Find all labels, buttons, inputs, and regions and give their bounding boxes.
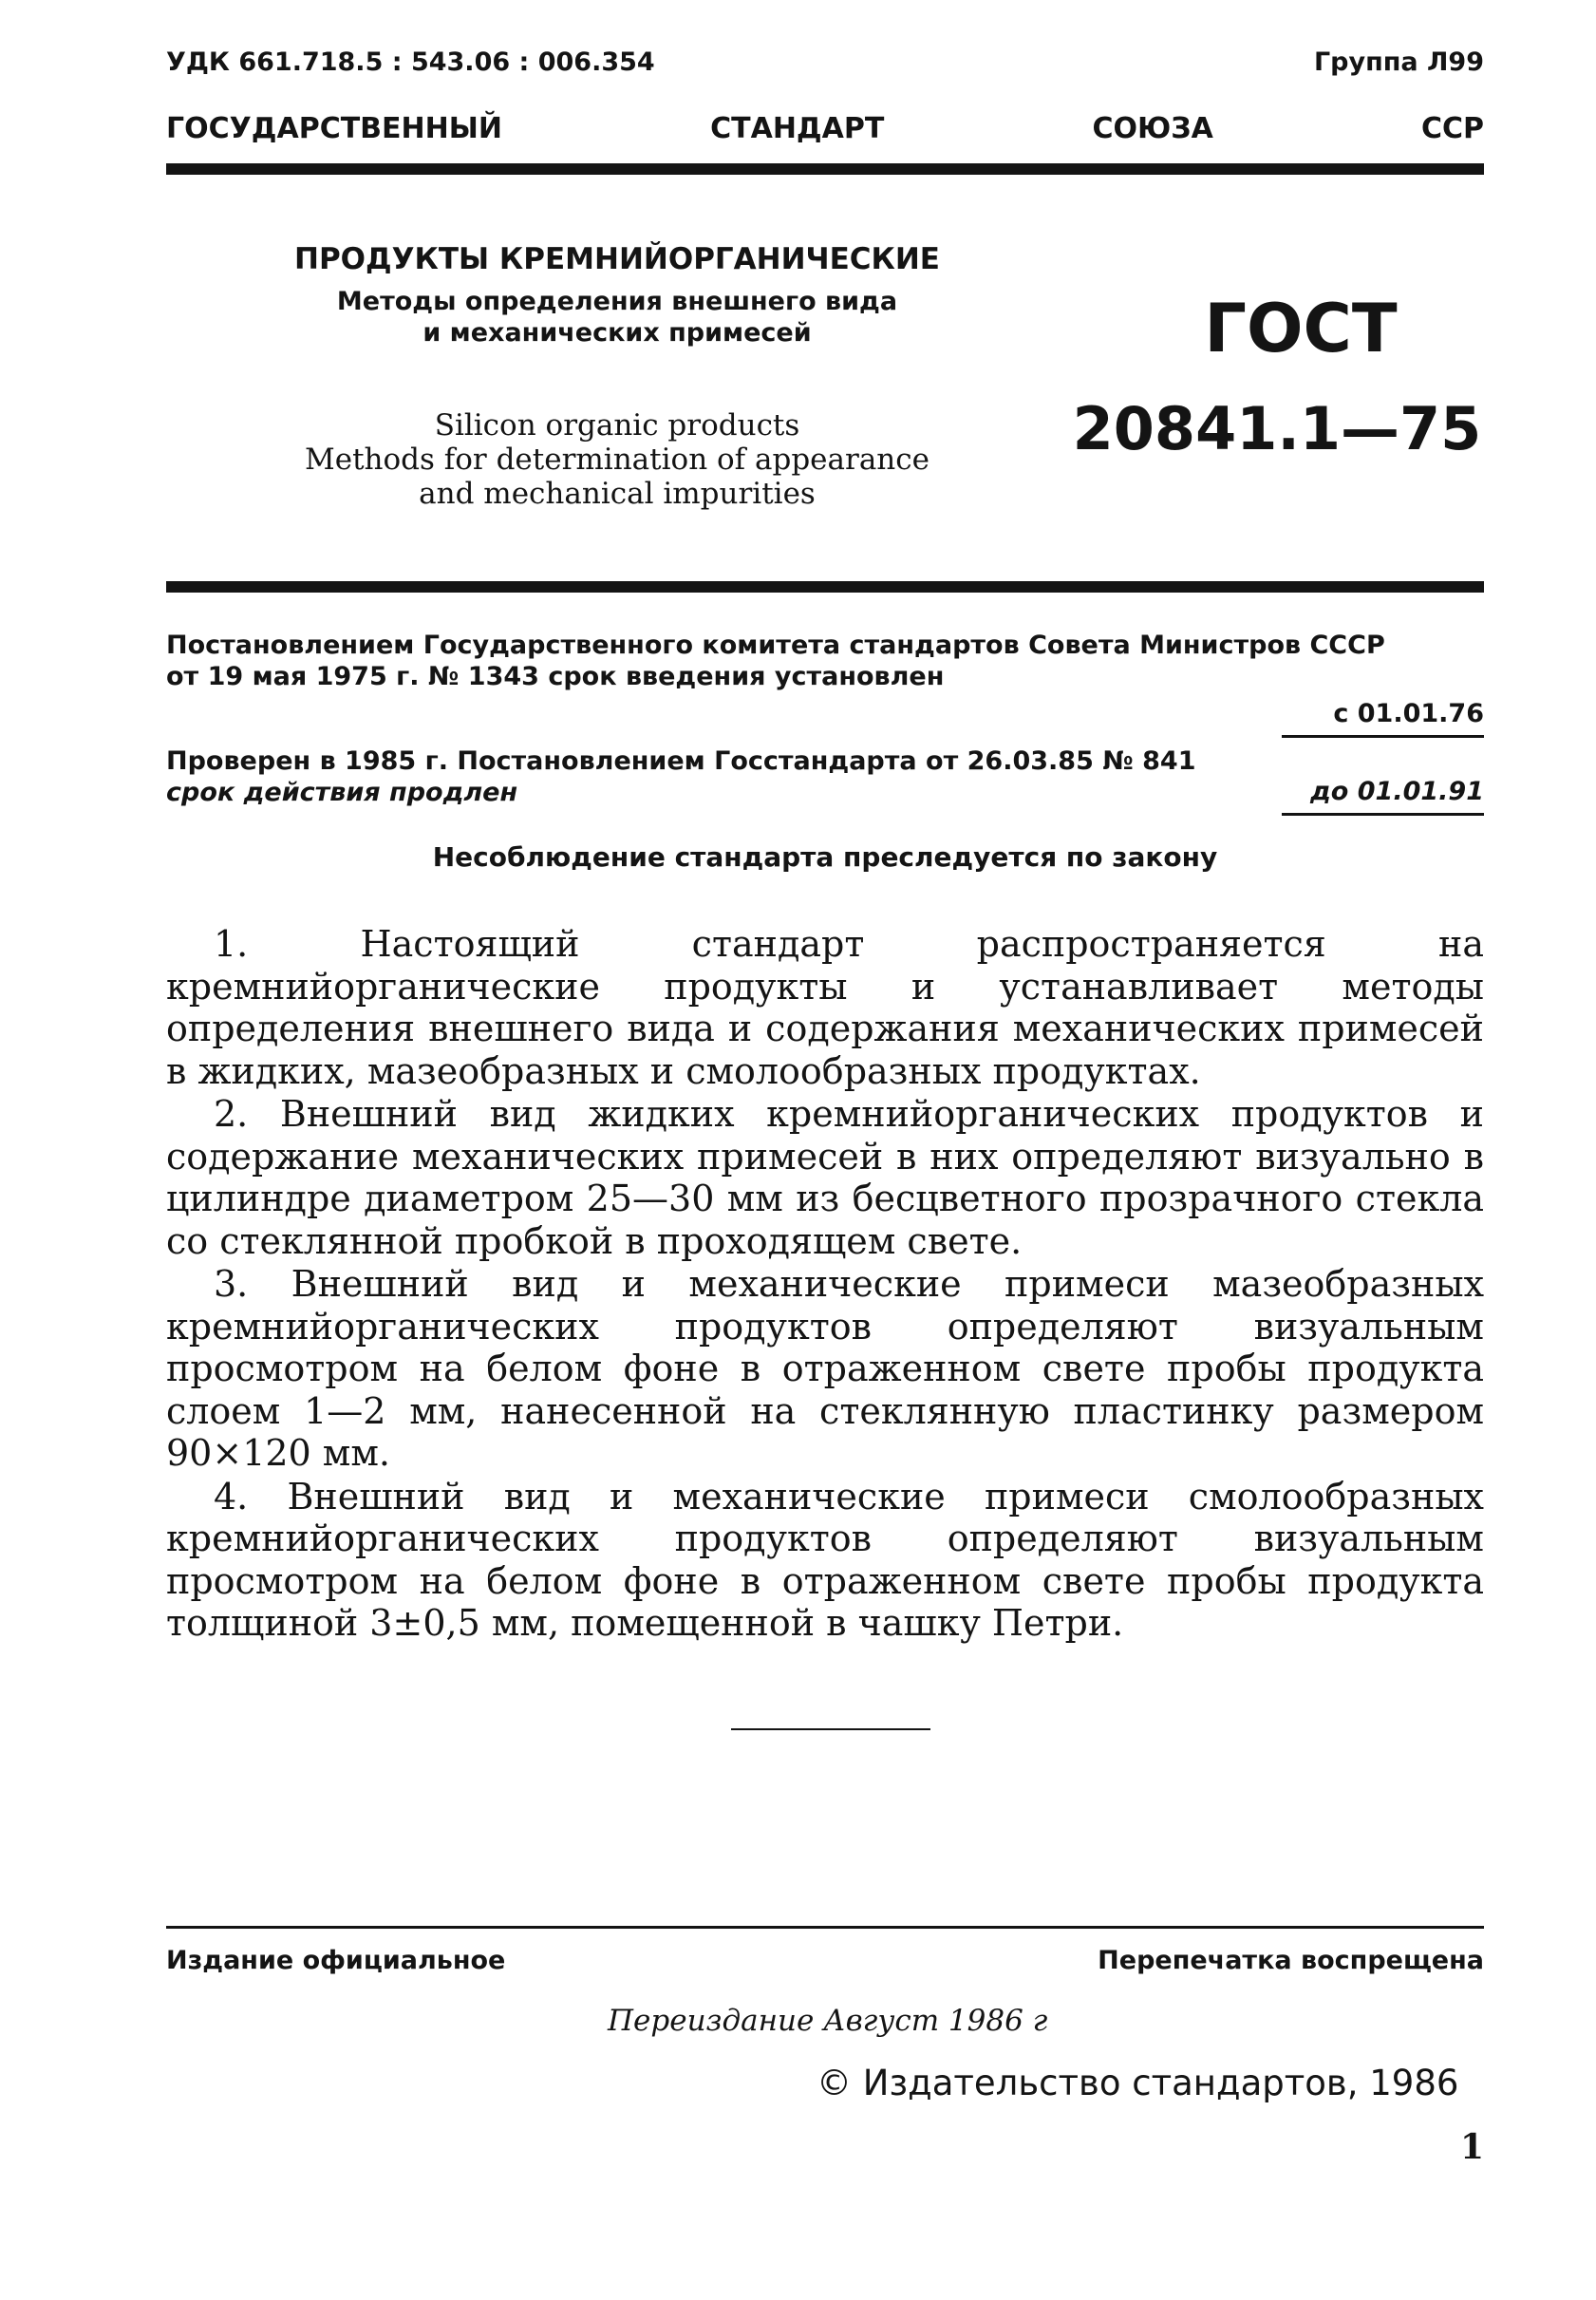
effective-date: с 01.01.76 [1333, 699, 1484, 728]
gost-label: ГОСТ [1204, 290, 1398, 368]
revision-line: Проверен в 1985 г. Постановлением Госстандарта от 26.03.85 № 841 [166, 746, 1196, 776]
end-rule [731, 1728, 930, 1730]
revision-text [166, 745, 1249, 808]
title-english-line: Methods for determination of appearance [305, 443, 929, 477]
state-title-word: ССР [1420, 112, 1484, 145]
clause-paragraph: 2. Внешний вид жидких кремнийорганических продуктов и содержание механических примесей в них определяют визуально в цилиндре диаметром 25—30 мм из бесцветного прозрачного стекла со стеклянной пробкой в проходящем свете. [166, 1093, 1484, 1262]
title-english-line: Silicon organic products [434, 408, 800, 443]
state-standard-title [166, 112, 1484, 145]
decree-line: Постановлением Государственного комитета стандартов Совета Министров СССР [166, 631, 1385, 660]
legal-notice: Несоблюдение стандарта преследуется по закону [432, 841, 1218, 873]
title-subtitle [285, 286, 949, 349]
revision-line: срок действия продлен [166, 778, 518, 807]
standard-body [166, 923, 1484, 1646]
title-english-line: and mechanical impurities [419, 477, 816, 511]
title-rule [166, 581, 1484, 593]
state-title-word: СОЮЗА [1092, 112, 1213, 145]
expiry-date: до 01.01.91 [1310, 777, 1484, 806]
state-title-word: ГОСУДАРСТВЕННЫЙ [166, 112, 502, 145]
title-russian [285, 242, 949, 349]
clause-paragraph: 3. Внешний вид и механические примеси мазеобразных кремнийорганических продуктов определяют визуальным просмотром на белом фоне в отраженном свете пробы продукта слоем 1—2 мм, нанесенной на стеклянную пластинку размером 90×120 мм. [166, 1263, 1484, 1474]
udk-code: УДК 661.718.5 : 543.06 : 006.354 [166, 47, 655, 77]
expiry-date-underline [1282, 813, 1484, 816]
clause-paragraph: 4. Внешний вид и механические примеси смолообразных кремнийорганических продуктов определяют визуальным просмотром на белом фоне в отраженном свете пробы продукта толщиной 3±0,5 мм, помещенной в чашку Петри. [166, 1475, 1484, 1644]
title-subtitle-line: Методы определения внешнего вида [336, 287, 898, 316]
reprint-notice: Перепечатка воспрещена [1098, 1946, 1484, 1975]
title-main: ПРОДУКТЫ КРЕМНИЙОРГАНИЧЕСКИЕ [294, 242, 940, 276]
reissue-note: Переиздание Август 1986 г [608, 2004, 1048, 2038]
effective-date-underline [1282, 735, 1484, 738]
publisher-copyright: © Издательство стандартов, 1986 [817, 2063, 1459, 2103]
group-code: Группа Л99 [1313, 47, 1484, 77]
gost-number: 20841.1—75 [1072, 394, 1482, 463]
decree-line: от 19 мая 1975 г. № 1343 срок введения установлен [166, 662, 945, 691]
header-rule [166, 163, 1484, 175]
edition-label: Издание официальное [166, 1946, 506, 1975]
page-number: 1 [1459, 2127, 1484, 2167]
decree-text [166, 630, 1484, 692]
clause-paragraph: 1. Настоящий стандарт распространяется на кремнийорганические продукты и устанавливает методы определения внешнего вида и содержания механических примесей в жидких, мазеобразных и смолообразных продуктах. [166, 923, 1484, 1092]
title-subtitle-line: и механических примесей [422, 318, 812, 348]
footer-rule [166, 1926, 1484, 1929]
title-english [285, 408, 949, 511]
state-title-word: СТАНДАРТ [710, 112, 885, 145]
